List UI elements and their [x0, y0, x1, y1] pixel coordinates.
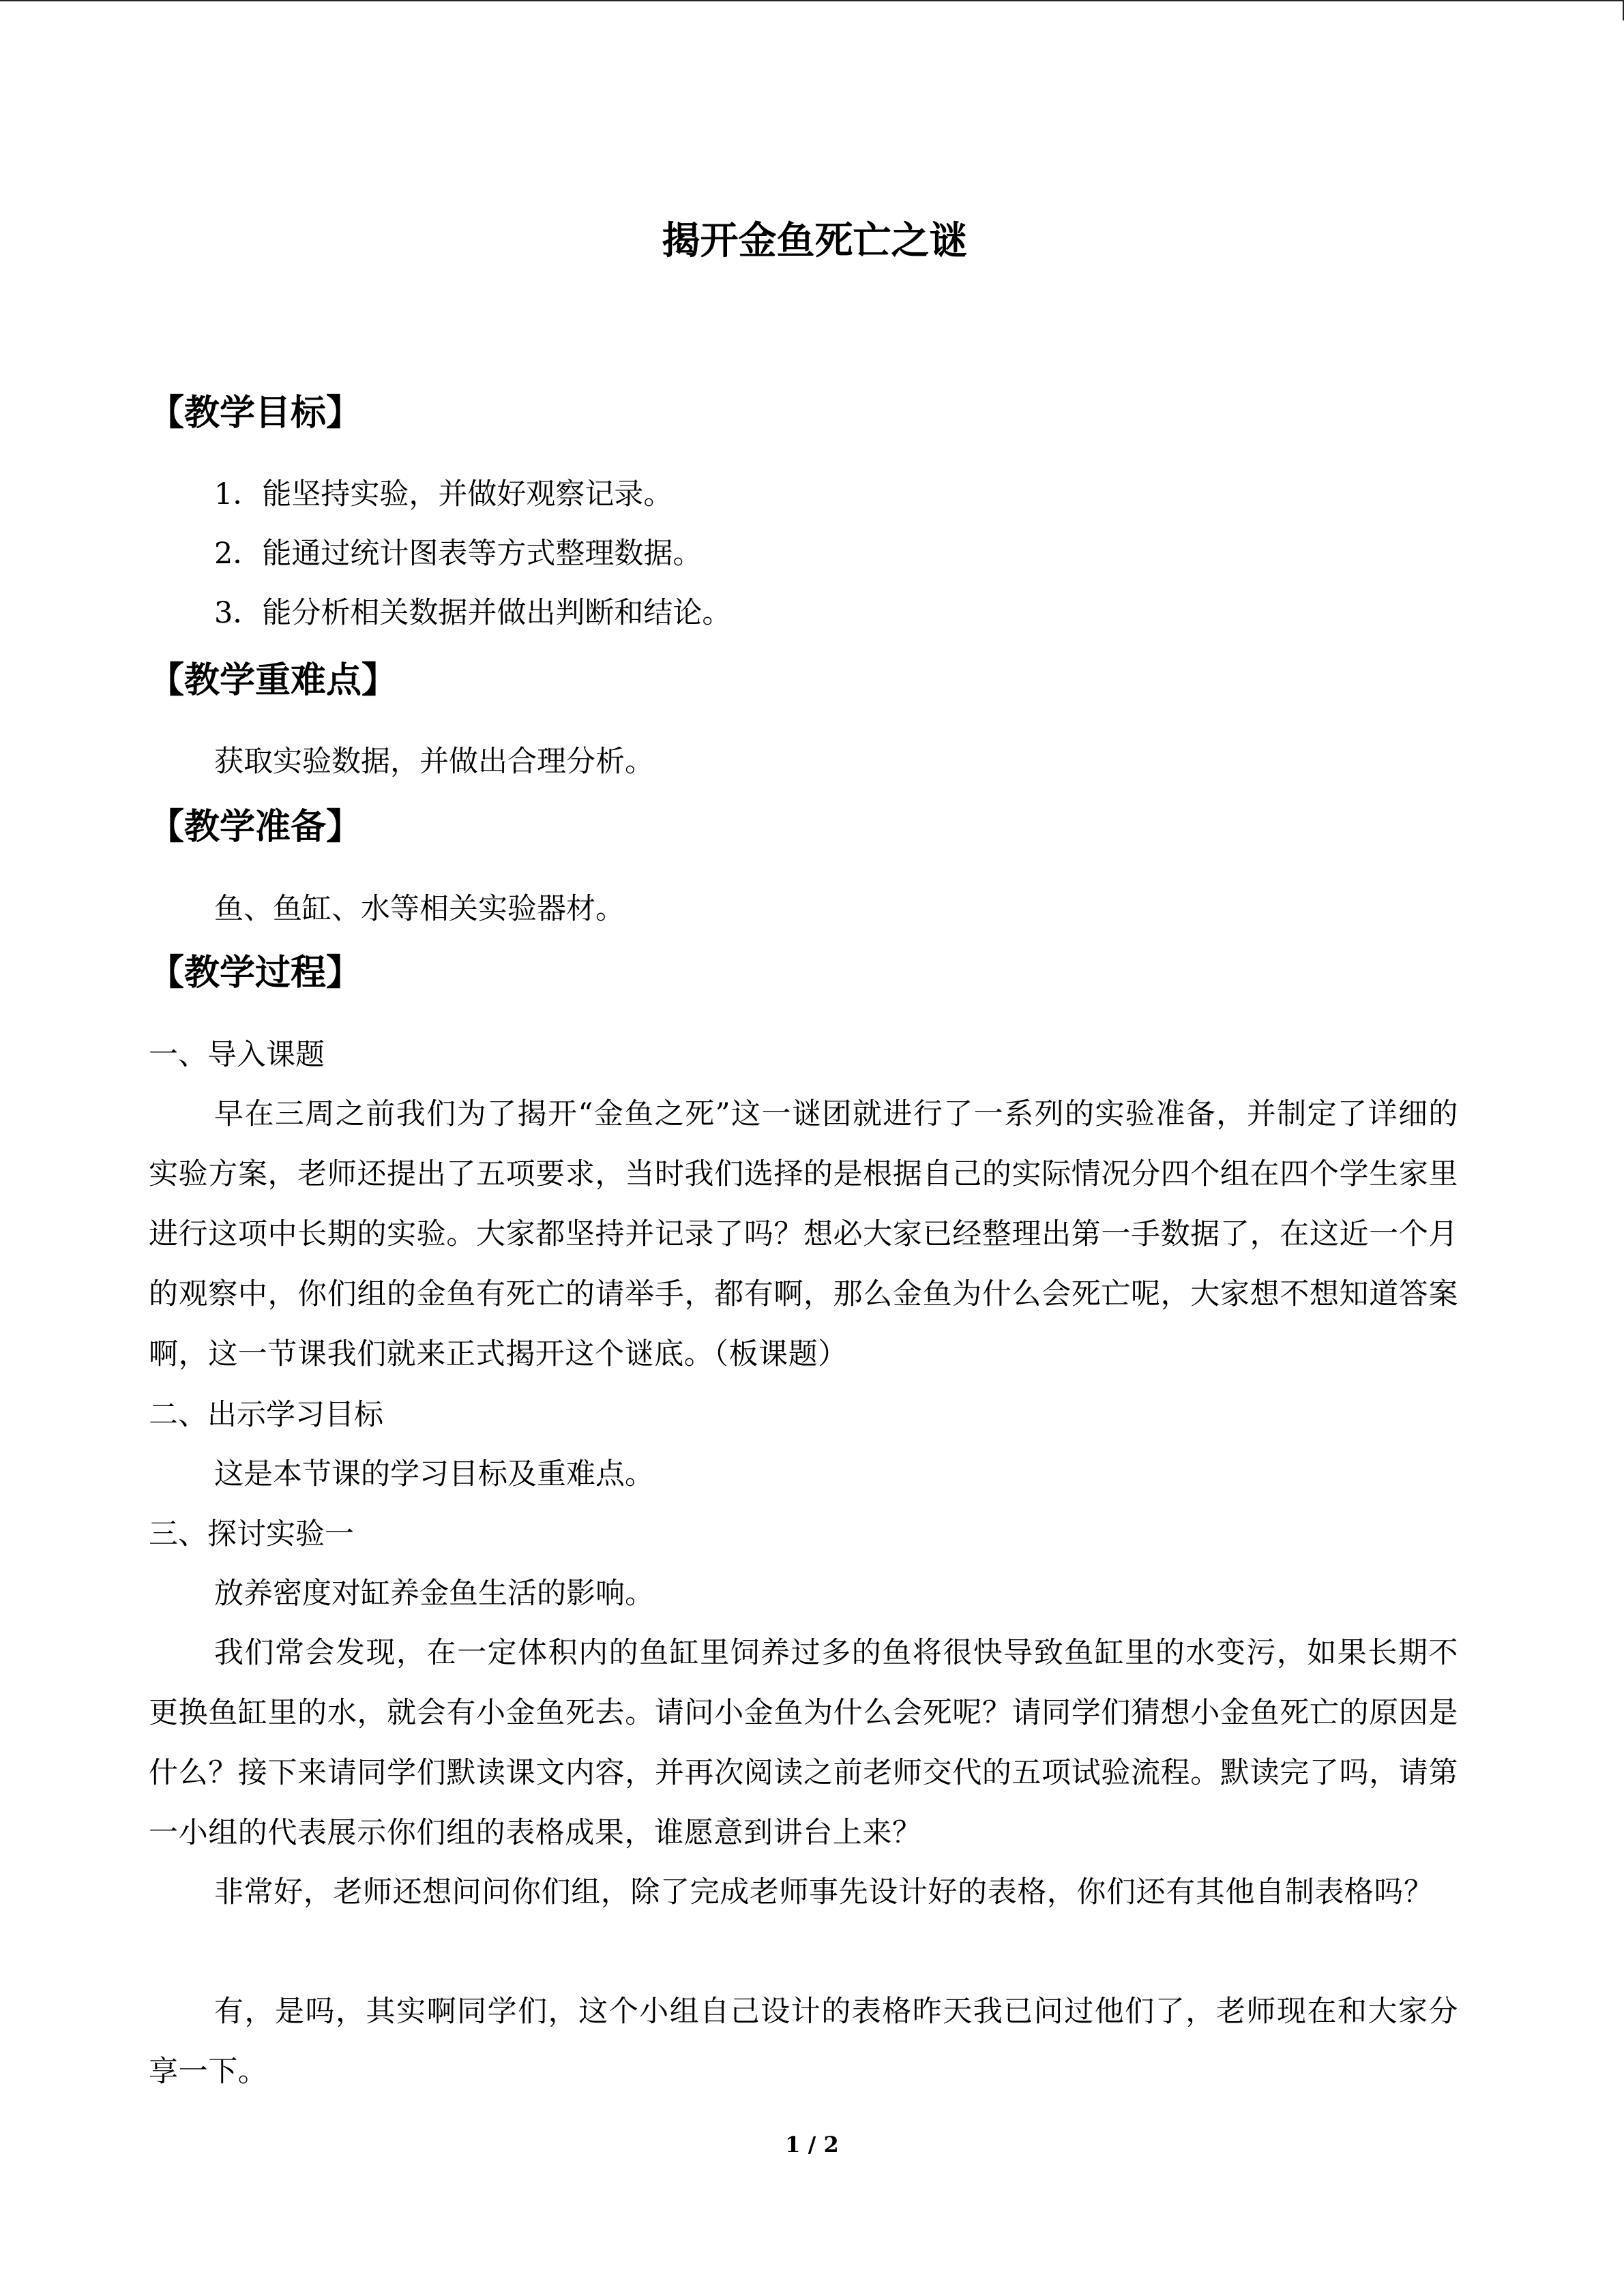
process-part3-text4: 有，是吗，其实啊同学们，这个小组自己设计的表格昨天我已问过他们了，老师现在和大家分享一下。 [149, 1995, 1458, 2089]
process-part2-text: 这是本节课的学习目标及重难点。 [214, 1457, 654, 1491]
process-part3-text2: 我们常会发现，在一定体积内的鱼缸里饲养过多的鱼将很快导致鱼缸里的水变污，如果长期不更换鱼缸里的水，就会有小金鱼死去。请问小金鱼为什么会死呢？请同学们猜想小金鱼死亡的原因是什么？接下来请同学们默读课文内容，并再次阅读之前老师交代的五项试验流程。默读完了吗，请第一小组的代表展示你们组的表格成果，谁愿意到讲台上来？ [149, 1636, 1458, 1850]
process-part3-text1: 放养密度对缸养金鱼生活的影响。 [214, 1577, 654, 1611]
key-points-text: 获取实验数据，并做出合理分析。 [214, 745, 654, 779]
document-title: 揭开金鱼死亡之谜 [662, 219, 968, 263]
process-part3-text3: 非常好，老师还想问问你们组，除了完成老师事先设计好的表格，你们还有其他自制表格吗？ [214, 1875, 1434, 1909]
process-part3-title: 三、探讨实验一 [149, 1517, 354, 1551]
goal-item-1: 1．能坚持实验，并做好观察记录。 [214, 477, 673, 511]
preparation-text: 鱼、鱼缸、水等相关实验器材。 [214, 892, 625, 926]
goal-item-2: 2．能通过统计图表等方式整理数据。 [214, 537, 703, 571]
heading-teaching-goals: 【教学目标】 [149, 393, 362, 434]
process-part2-title: 二、出示学习目标 [149, 1398, 383, 1432]
goal-item-3: 3．能分析相关数据并做出判断和结论。 [214, 596, 732, 630]
page-top-border [0, 0, 1624, 1]
heading-key-points: 【教学重难点】 [149, 660, 398, 701]
page-number: 1 / 2 [785, 2132, 839, 2158]
process-part1-text: 早在三周之前我们为了揭开“金鱼之死”这一谜团就进行了一系列的实验准备，并制定了详细的实验方案，老师还提出了五项要求，当时我们选择的是根据自己的实际情况分四个组在四个学生家里进行这项中长期的实验。大家都坚持并记录了吗？想必大家已经整理出第一手数据了，在这近一个月的观察中，你们组的金鱼有死亡的请举手，都有啊，那么金鱼为什么会死亡呢，大家想不想知道答案啊，这一节课我们就来正式揭开这个谜底。（板课题） [149, 1097, 1458, 1371]
heading-preparation: 【教学准备】 [149, 807, 362, 848]
process-part1-title: 一、导入课题 [149, 1038, 325, 1072]
heading-process: 【教学过程】 [149, 953, 362, 994]
